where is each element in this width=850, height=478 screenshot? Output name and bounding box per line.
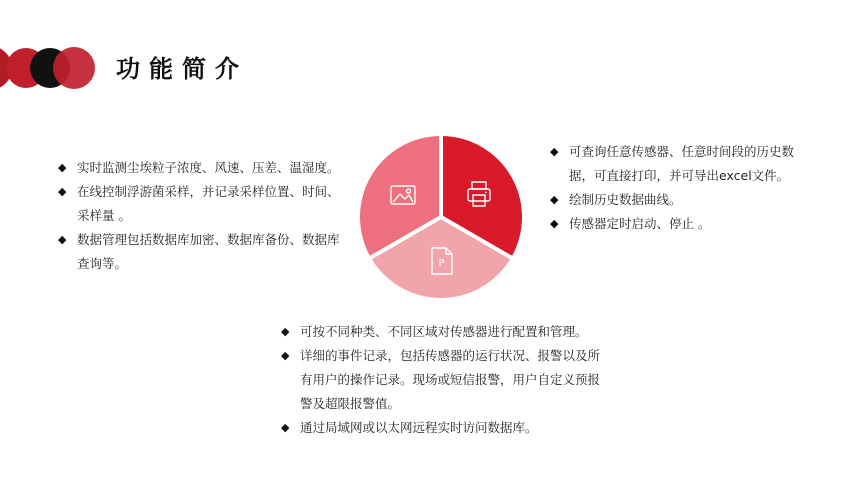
page-title: 功能简介 xyxy=(116,55,248,83)
list-item-text: 实时监测尘埃粒子浓度、风速、压差、温湿度。 xyxy=(77,160,340,175)
deco-circle-red-3 xyxy=(53,47,95,89)
list-item xyxy=(58,228,348,276)
list-item-text: 通过局域网或以太网远程实时访问数据库。 xyxy=(300,420,538,435)
feature-pie-diagram xyxy=(360,136,522,298)
right-feature-list xyxy=(550,140,812,236)
bottom-feature-list xyxy=(281,320,611,440)
list-item xyxy=(281,344,611,416)
diamond-bullet-icon: ◆ xyxy=(281,349,290,362)
diamond-bullet-icon: ◆ xyxy=(58,185,67,198)
list-item xyxy=(58,180,348,228)
diamond-bullet-icon: ◆ xyxy=(550,193,559,206)
list-item-text: 在线控制浮游菌采样，并记录采样位置、时间、采样量 。 xyxy=(77,184,340,223)
diamond-bullet-icon: ◆ xyxy=(58,233,67,246)
svg-text:P: P xyxy=(438,258,445,269)
list-item xyxy=(281,416,611,440)
list-item-text: 传感器定时启动、停止 。 xyxy=(569,216,711,231)
diamond-bullet-icon: ◆ xyxy=(281,421,290,434)
list-item xyxy=(550,188,812,212)
list-item-text: 可查询任意传感器、任意时间段的历史数据，可直接打印，并可导出excel文件。 xyxy=(569,144,795,183)
diamond-bullet-icon: ◆ xyxy=(550,217,559,230)
list-item-text: 详细的事件记录，包括传感器的运行状况、报警以及所有用户的操作记录。现场或短信报警，用户自定义预报警及超限报警值。 xyxy=(300,348,601,411)
diamond-bullet-icon: ◆ xyxy=(550,145,559,158)
header-decoration-circles xyxy=(0,0,110,110)
list-item xyxy=(550,212,812,236)
list-item-text: 可按不同种类、不同区域对传感器进行配置和管理。 xyxy=(300,324,588,339)
list-item xyxy=(58,156,348,180)
list-item-text: 绘制历史数据曲线。 xyxy=(569,192,682,207)
list-item-text: 数据管理包括数据库加密、数据库备份、数据库查询等。 xyxy=(77,232,340,271)
list-item xyxy=(281,320,611,344)
left-feature-list xyxy=(58,156,348,276)
list-item xyxy=(550,140,812,188)
diamond-bullet-icon: ◆ xyxy=(58,161,67,174)
diamond-bullet-icon: ◆ xyxy=(281,325,290,338)
